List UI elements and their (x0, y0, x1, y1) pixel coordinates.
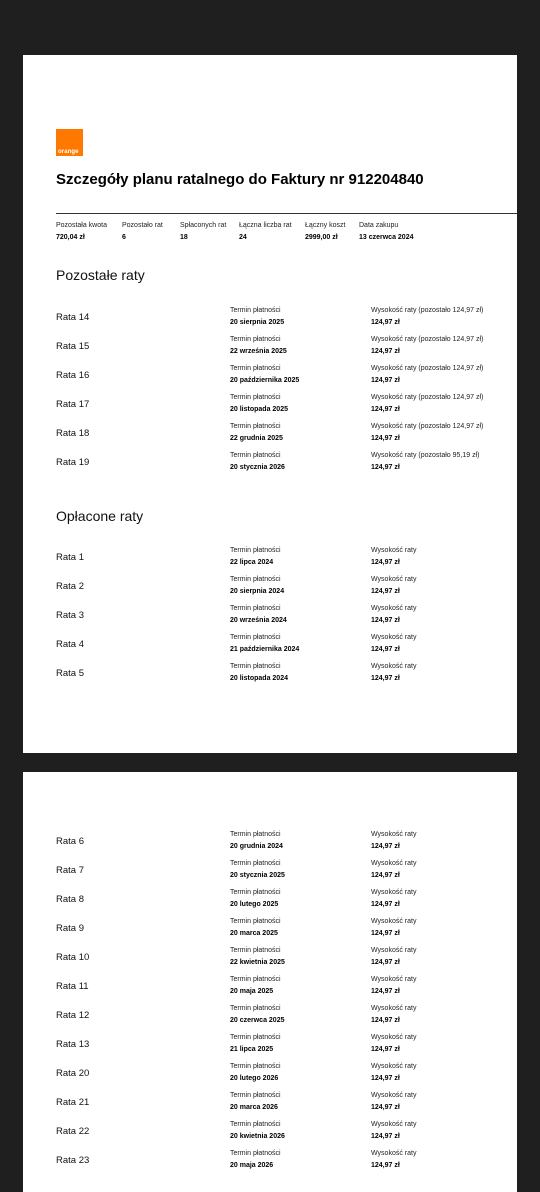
amount-label: Wysokość raty (pozostało 124,97 zł) (371, 423, 484, 430)
due-date-block (230, 1090, 281, 1114)
due-date-block (230, 1003, 285, 1027)
amount-value: 124,97 zł (371, 988, 400, 995)
amount-block (371, 916, 416, 940)
amount-value: 124,97 zł (371, 1133, 400, 1140)
summary-item (122, 220, 163, 244)
amount-block (371, 1148, 416, 1172)
installment-row (23, 632, 517, 661)
installment-row (23, 1061, 517, 1090)
due-date-block (230, 1032, 281, 1056)
due-date-value: 20 sierpnia 2025 (230, 319, 285, 326)
installment-name: Rata 6 (56, 836, 84, 847)
section-title-paid: Opłacone raty (56, 508, 144, 524)
amount-value: 124,97 zł (371, 1104, 400, 1111)
installment-name: Rata 10 (56, 952, 90, 963)
installment-row (23, 545, 517, 574)
due-date-label: Termin płatności (230, 1034, 281, 1041)
installment-name: Rata 3 (56, 610, 84, 621)
installment-name: Rata 2 (56, 581, 84, 592)
amount-block (371, 1119, 416, 1143)
summary-item (305, 220, 345, 244)
installment-row (23, 1090, 517, 1119)
due-date-label: Termin płatności (230, 307, 281, 314)
installment-name: Rata 9 (56, 923, 84, 934)
due-date-block (230, 603, 287, 627)
installment-row (23, 574, 517, 603)
installment-row (23, 421, 517, 450)
installment-name: Rata 4 (56, 639, 84, 650)
due-date-value: 22 grudnia 2025 (230, 435, 283, 442)
installment-name: Rata 17 (56, 399, 90, 410)
due-date-block (230, 450, 285, 474)
amount-block (371, 945, 416, 969)
due-date-block (230, 858, 285, 882)
amount-block (371, 632, 416, 656)
amount-block (371, 858, 416, 882)
due-date-value: 20 marca 2026 (230, 1104, 278, 1111)
amount-block (371, 661, 416, 685)
amount-block (371, 305, 483, 329)
installment-row (23, 305, 517, 334)
installment-name: Rata 8 (56, 894, 84, 905)
due-date-label: Termin płatności (230, 976, 281, 983)
amount-label: Wysokość raty (371, 1121, 417, 1128)
due-date-value: 20 października 2025 (230, 377, 300, 384)
due-date-block (230, 829, 283, 853)
due-date-block (230, 916, 281, 940)
installment-name: Rata 20 (56, 1068, 90, 1079)
installment-name: Rata 19 (56, 457, 90, 468)
amount-label: Wysokość raty (pozostało 124,97 zł) (371, 336, 484, 343)
amount-block (371, 392, 483, 416)
due-date-label: Termin płatności (230, 576, 281, 583)
installment-row (23, 1003, 517, 1032)
due-date-block (230, 545, 281, 569)
amount-label: Wysokość raty (371, 1150, 417, 1157)
amount-value: 124,97 zł (371, 1046, 400, 1053)
due-date-block (230, 887, 281, 911)
due-date-value: 20 sierpnia 2024 (230, 588, 285, 595)
due-date-value: 22 lipca 2024 (230, 559, 274, 566)
due-date-block (230, 632, 299, 656)
amount-value: 124,97 zł (371, 1017, 400, 1024)
installment-name: Rata 16 (56, 370, 90, 381)
due-date-value: 20 lutego 2026 (230, 1075, 279, 1082)
amount-value: 124,97 zł (371, 959, 400, 966)
summary-label: Łączna liczba rat (239, 222, 292, 229)
summary-value: 24 (239, 234, 247, 241)
amount-value: 124,97 zł (371, 464, 400, 471)
summary-label: Łączny koszt (305, 222, 346, 229)
due-date-label: Termin płatności (230, 1150, 281, 1157)
summary-value: 6 (122, 234, 126, 241)
installment-name: Rata 21 (56, 1097, 90, 1108)
summary-item (180, 220, 226, 244)
amount-label: Wysokość raty (371, 1092, 417, 1099)
due-date-label: Termin płatności (230, 663, 281, 670)
summary-value: 13 czerwca 2024 (359, 234, 414, 241)
summary-label: Spłaconych rat (180, 222, 227, 229)
due-date-label: Termin płatności (230, 1092, 281, 1099)
summary-label: Pozostała kwota (56, 222, 107, 229)
amount-label: Wysokość raty (371, 860, 417, 867)
installment-row (23, 661, 517, 690)
due-date-value: 21 lipca 2025 (230, 1046, 274, 1053)
due-date-label: Termin płatności (230, 831, 281, 838)
installment-name: Rata 22 (56, 1126, 90, 1137)
amount-label: Wysokość raty (371, 831, 417, 838)
due-date-value: 20 maja 2025 (230, 988, 274, 995)
due-date-block (230, 974, 281, 998)
due-date-value: 20 czerwca 2025 (230, 1017, 285, 1024)
amount-block (371, 1032, 416, 1056)
due-date-value: 21 października 2024 (230, 646, 300, 653)
due-date-value: 22 września 2025 (230, 348, 287, 355)
amount-value: 124,97 zł (371, 646, 400, 653)
amount-value: 124,97 zł (371, 1162, 400, 1169)
due-date-block (230, 1061, 281, 1085)
due-date-block (230, 305, 284, 329)
due-date-value: 20 kwietnia 2026 (230, 1133, 285, 1140)
due-date-label: Termin płatności (230, 605, 281, 612)
due-date-value: 22 kwietnia 2025 (230, 959, 285, 966)
section-title-remaining: Pozostałe raty (56, 267, 145, 283)
due-date-label: Termin płatności (230, 365, 281, 372)
installment-name: Rata 5 (56, 668, 84, 679)
due-date-block (230, 421, 283, 445)
amount-value: 124,97 zł (371, 617, 400, 624)
due-date-label: Termin płatności (230, 452, 281, 459)
installment-row (23, 1119, 517, 1148)
due-date-value: 20 listopada 2025 (230, 406, 288, 413)
document-title: Szczegóły planu ratalnego do Faktury nr 912204840 (56, 171, 424, 188)
installment-row (23, 392, 517, 421)
due-date-label: Termin płatności (230, 423, 281, 430)
due-date-block (230, 334, 287, 358)
amount-value: 124,97 zł (371, 348, 400, 355)
due-date-value: 20 marca 2025 (230, 930, 278, 937)
amount-value: 124,97 zł (371, 559, 400, 566)
amount-label: Wysokość raty (371, 634, 417, 641)
installment-name: Rata 1 (56, 552, 84, 563)
amount-label: Wysokość raty (pozostało 124,97 zł) (371, 307, 484, 314)
due-date-label: Termin płatności (230, 634, 281, 641)
amount-label: Wysokość raty (371, 605, 417, 612)
installment-row (23, 334, 517, 363)
due-date-value: 20 maja 2026 (230, 1162, 274, 1169)
installment-name: Rata 11 (56, 981, 89, 992)
installment-name: Rata 12 (56, 1010, 90, 1021)
due-date-block (230, 392, 288, 416)
due-date-value: 20 lutego 2025 (230, 901, 279, 908)
amount-block (371, 603, 416, 627)
due-date-value: 20 grudnia 2024 (230, 843, 283, 850)
summary-item (239, 220, 292, 244)
amount-label: Wysokość raty (371, 1005, 417, 1012)
due-date-label: Termin płatności (230, 1063, 281, 1070)
amount-block (371, 574, 416, 598)
summary-value: 18 (180, 234, 188, 241)
due-date-label: Termin płatności (230, 547, 281, 554)
installment-name: Rata 23 (56, 1155, 90, 1166)
amount-value: 124,97 zł (371, 901, 400, 908)
amount-value: 124,97 zł (371, 1075, 400, 1082)
installment-row (23, 450, 517, 479)
installment-name: Rata 13 (56, 1039, 90, 1050)
amount-label: Wysokość raty (371, 547, 417, 554)
installment-row (23, 916, 517, 945)
installment-name: Rata 7 (56, 865, 84, 876)
amount-label: Wysokość raty (pozostało 124,97 zł) (371, 394, 484, 401)
amount-block (371, 545, 416, 569)
due-date-label: Termin płatności (230, 336, 281, 343)
amount-block (371, 974, 416, 998)
amount-value: 124,97 zł (371, 435, 400, 442)
installment-name: Rata 14 (56, 312, 90, 323)
amount-label: Wysokość raty (371, 576, 417, 583)
amount-block (371, 1090, 416, 1114)
amount-value: 124,97 zł (371, 872, 400, 879)
summary-value: 2999,00 zł (305, 234, 338, 241)
summary-item (56, 220, 107, 244)
amount-block (371, 1061, 416, 1085)
installment-row (23, 945, 517, 974)
summary-value: 720,04 zł (56, 234, 85, 241)
amount-label: Wysokość raty (371, 947, 417, 954)
amount-label: Wysokość raty (371, 918, 417, 925)
amount-block (371, 1003, 416, 1027)
document-page-1 (23, 55, 517, 753)
due-date-block (230, 945, 285, 969)
amount-block (371, 829, 416, 853)
summary-label: Data zakupu (359, 222, 399, 229)
due-date-label: Termin płatności (230, 1121, 281, 1128)
logo-text: orange (58, 149, 79, 155)
due-date-label: Termin płatności (230, 394, 281, 401)
amount-value: 124,97 zł (371, 377, 400, 384)
amount-block (371, 421, 483, 445)
amount-label: Wysokość raty (371, 663, 417, 670)
header-divider (56, 213, 517, 214)
due-date-label: Termin płatności (230, 918, 281, 925)
due-date-block (230, 661, 288, 685)
amount-value: 124,97 zł (371, 406, 400, 413)
installment-row (23, 603, 517, 632)
due-date-block (230, 1119, 285, 1143)
due-date-label: Termin płatności (230, 947, 281, 954)
due-date-value: 20 stycznia 2025 (230, 872, 285, 879)
due-date-value: 20 września 2024 (230, 617, 287, 624)
amount-block (371, 450, 479, 474)
amount-label: Wysokość raty (371, 976, 417, 983)
amount-label: Wysokość raty (371, 1034, 417, 1041)
amount-value: 124,97 zł (371, 319, 400, 326)
due-date-block (230, 363, 299, 387)
amount-block (371, 334, 483, 358)
amount-value: 124,97 zł (371, 930, 400, 937)
installment-name: Rata 15 (56, 341, 90, 352)
due-date-label: Termin płatności (230, 1005, 281, 1012)
summary-label: Pozostało rat (122, 222, 163, 229)
amount-block (371, 363, 483, 387)
due-date-label: Termin płatności (230, 860, 281, 867)
installment-name: Rata 18 (56, 428, 90, 439)
installment-row (23, 363, 517, 392)
due-date-value: 20 stycznia 2026 (230, 464, 285, 471)
installment-row (23, 829, 517, 858)
orange-logo (56, 129, 83, 156)
amount-value: 124,97 zł (371, 675, 400, 682)
installment-row (23, 1032, 517, 1061)
amount-label: Wysokość raty (pozostało 124,97 zł) (371, 365, 484, 372)
installment-row (23, 858, 517, 887)
due-date-value: 20 listopada 2024 (230, 675, 288, 682)
amount-block (371, 887, 416, 911)
installment-row (23, 887, 517, 916)
amount-label: Wysokość raty (pozostało 95,19 zł) (371, 452, 480, 459)
installment-row (23, 974, 517, 1003)
amount-value: 124,97 zł (371, 588, 400, 595)
amount-value: 124,97 zł (371, 843, 400, 850)
amount-label: Wysokość raty (371, 1063, 417, 1070)
amount-label: Wysokość raty (371, 889, 417, 896)
installment-row (23, 1148, 517, 1177)
due-date-block (230, 574, 284, 598)
due-date-block (230, 1148, 281, 1172)
document-page-2 (23, 772, 517, 1192)
due-date-label: Termin płatności (230, 889, 281, 896)
summary-item (359, 220, 414, 244)
